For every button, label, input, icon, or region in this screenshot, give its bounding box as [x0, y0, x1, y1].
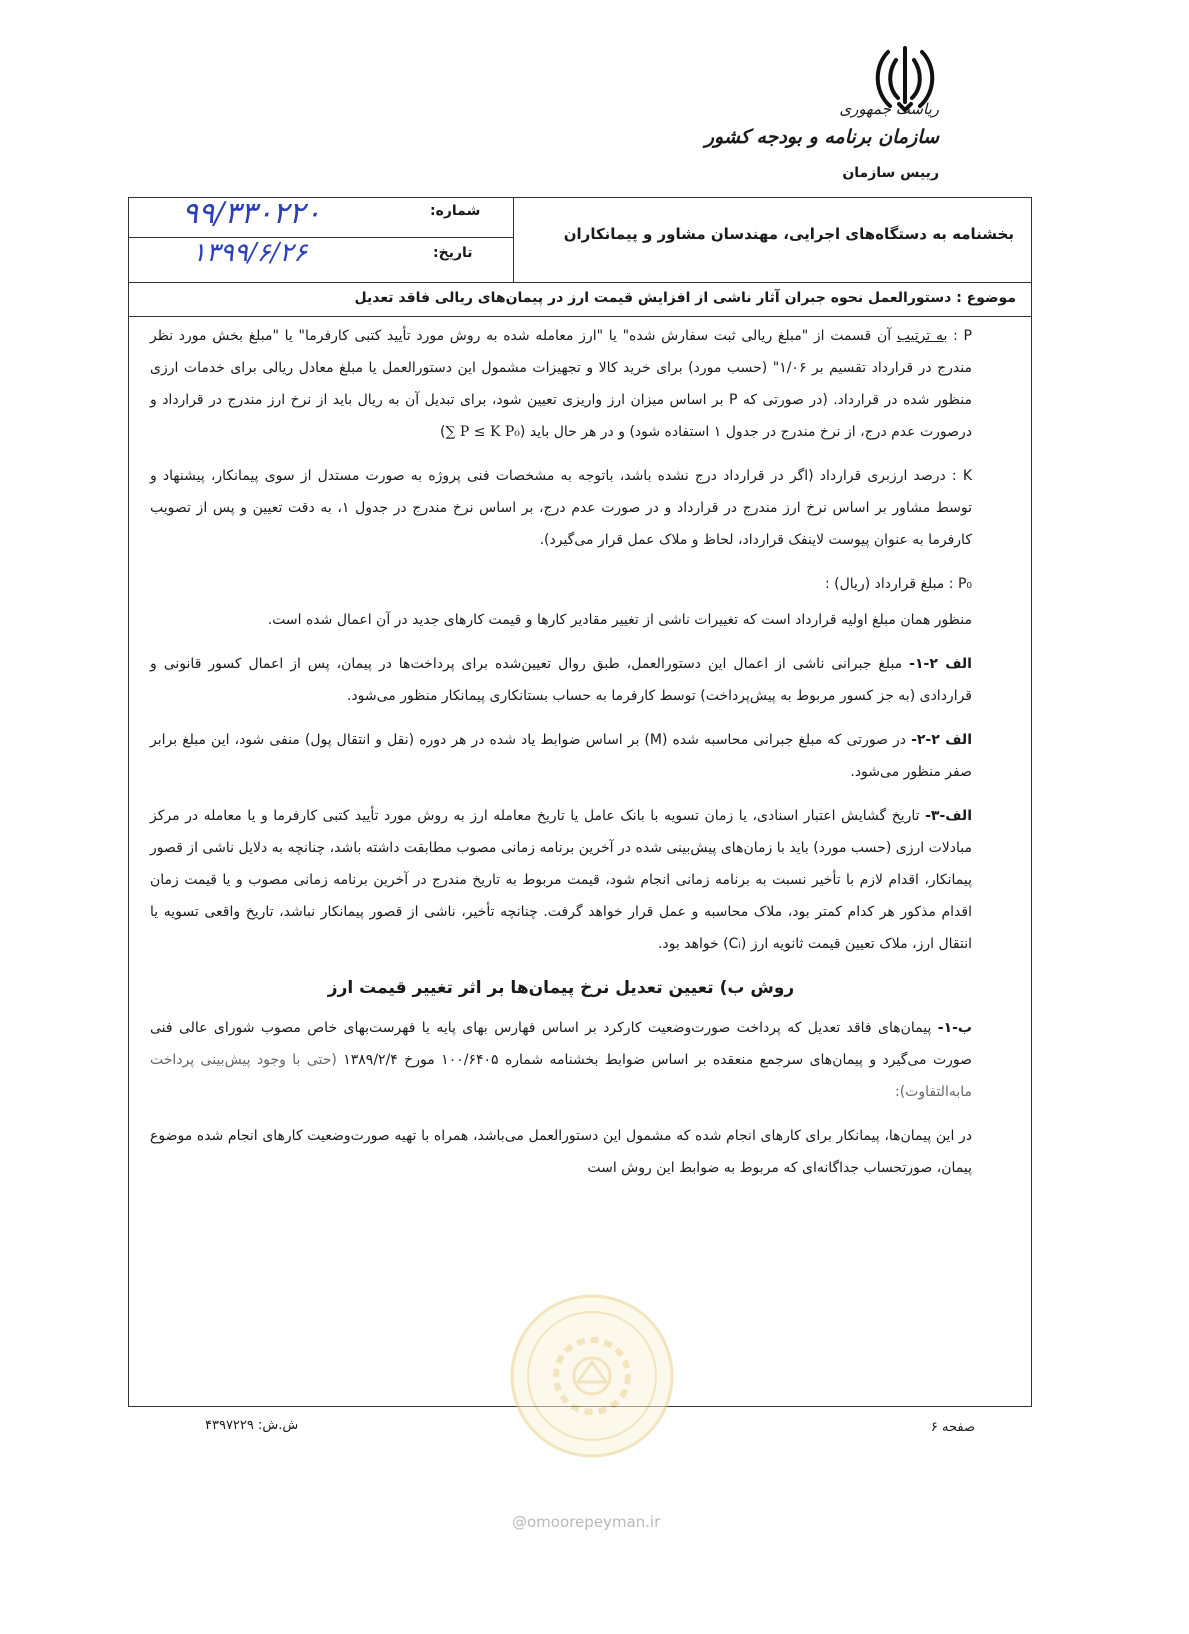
subject-line: موضوع : دستورالعمل نحوه جبران آثار ناشی از افزایش قیمت ارز در پیمان‌های ریالی فاقد تعدیل [354, 290, 1016, 306]
symbol-k: K [962, 468, 972, 484]
date-label: تاریخ: [433, 245, 473, 261]
number-label: شماره: [430, 203, 481, 219]
paragraph-p-definition: P : به ترتیب آن قسمت از "مبلغ ریالی ثبت سفارش شده" یا "ارز معامله شده به روش مورد تأیید کتبی کارفرما" یا "مبلغ بخش مورد نظر مندرج در قرارداد تقسیم بر ۱/۰۶" (حسب مورد) برای خرید کالا و تجهیزات مشمول این دستورالعمل یا مبلغ معادل ریالی برای خدمات ارزی منظور شده در قرارداد. (در صورتی که P بر اساس میزان ارز واریزی تعیین شود، برای تبدیل آن به ریال باید از نرخ ارز مندرج در قرارداد و درصورت عدم درج، از نرخ مندرج در جدول ۱ استفاده شود) و در هر حال باید (∑ P ≤ K P₀) [150, 328, 972, 440]
watermark-seal-icon [508, 1292, 676, 1460]
clause-label-a2-2: الف ۲-۲- [911, 732, 972, 748]
clause-label-a3: الف-۳- [925, 808, 972, 824]
paragraph-p0-description: منظور همان مبلغ اولیه قرارداد است که تغییرات ناشی از تغییر مقادیر کارها و قیمت کارهای جدید در آن اعمال شده است. [267, 612, 972, 628]
symbol-p0: P₀ [957, 576, 972, 592]
org-line-head: رییس سازمان [842, 165, 939, 181]
handwritten-number: ۹۹/۳۳۰۲۲۰ [182, 196, 322, 231]
paragraph-b1: ب-۱- پیمان‌های فاقد تعدیل که پرداخت صورت‌وضعیت کارکرد بر اساس فهارس بهای پایه یا فهرست‌بهای خاص مصوب شورای عالی فنی صورت می‌گیرد و پیمان‌های سرجمع منعقده بر اساس ضوابط بخشنامه شماره ۱۰۰/۶۴۰۵ مورخ ۱۳۸۹/۲/۴ (حتی با وجود پیش‌بینی پرداخت مابه‌التفاوت): [150, 1020, 973, 1100]
handwritten-date: ۱۳۹۹/۶/۲۶ [192, 238, 308, 268]
paragraph-a2-2: الف ۲-۲- در صورتی که مبلغ جبرانی محاسبه شده (M) بر اساس ضوابط یاد شده در هر دوره (نقل و انتقال پول) منفی شود، این مبلغ برابر صفر منظور می‌شود. [150, 732, 972, 780]
org-line-presidency: ریاست جمهوری [839, 100, 939, 118]
formula-sum-p: ∑ P ≤ K P₀ [445, 424, 520, 440]
symbol-p: P [963, 328, 972, 344]
paragraph-a3: الف-۳- تاریخ گشایش اعتبار اسنادی، یا زمان تسویه با بانک عامل یا تاریخ معامله ارز به روش مورد تأیید کتبی کارفرما و یا معامله در مرکز مبادلات ارزی (حسب مورد) باید با زمان‌های پیش‌بینی شده در آخرین برنامه زمانی مصوب مطابقت داشته باشد، چنانچه به دلایل ناشی از قصور پیمانکار، اقدام لازم با تأخیر نسبت به برنامه زمانی انجام شود، قیمت مربوط به تاریخ مندرج در آخرین برنامه زمانی مصوب و یا قیمت زمان اقدام مذکور هر کدام کمتر بود، ملاک محاسبه و عمل قرار خواهد گرفت. چنانچه تأخیر، ناشی از قصور پیمانکار نباشد، تاریخ واقعی تسویه یا انتقال ارز، ملاک تعیین قیمت ثانویه ارز (Cᵢ) خواهد بود. [150, 808, 972, 952]
underlined-text: به ترتیب [896, 328, 948, 344]
watermark-text: @omoorepeyman.ir [512, 1513, 661, 1531]
paragraph-k-definition: K : درصد ارزبری قرارداد (اگر در قرارداد درج نشده باشد، باتوجه به مشخصات فنی پروژه به صورت مستدل از سوی پیمانکار، پیشنهاد و توسط مشاور بر اساس نرخ ارز مندرج در قرارداد و در صورت عدم درج، بر اساس نرخ مندرج در جدول ۱، به دقت تعیین و پس از تصویب کارفرما به عنوان پیوست لاینفک قرارداد، لحاظ و ملاک عمل قرار می‌گیرد). [150, 468, 972, 548]
document-body [150, 320, 972, 1196]
circular-title: بخشنامه به دستگاه‌های اجرایی، مهندسان مشاور و پیمانکاران [563, 225, 1014, 243]
org-line-organization: سازمان برنامه و بودجه کشور [704, 126, 939, 148]
section-b-heading: روش ب) تعیین تعدیل نرخ پیمان‌ها بر اثر تغییر قیمت ارز [327, 978, 795, 998]
parenthetical-note: (حتی با وجود پیش‌بینی پرداخت مابه‌التفاوت): [150, 1052, 972, 1100]
paragraph-a2-1: الف ۲-۱- مبلغ جبرانی ناشی از اعمال این دستورالعمل، طبق روال تعیین‌شده برای پرداخت‌ها در پیمان، پس از اعمال کسور قانونی و قراردادی (به جز کسور مربوط به پیش‌پرداخت) توسط کارفرما به حساب بستانکاری پیمانکار منظور می‌شود. [150, 656, 972, 704]
paragraph-b1-continued: در این پیمان‌ها، پیمانکار برای کارهای انجام شده که مشمول این دستورالعمل می‌باشد، همراه با تهیه صورت‌وضعیت کارهای انجام شده موضوع پیمان، صورتحساب جداگانه‌ای که مربوط به ضوابط این روش است [150, 1128, 972, 1176]
clause-label-a2-1: الف ۲-۱- [909, 656, 972, 672]
header-mid-line [128, 237, 514, 238]
header-divider [513, 197, 514, 283]
paragraph-p0-definition: P₀ : مبلغ قرارداد (ریال) : [824, 576, 972, 592]
clause-label-b1: ب-۱- [937, 1020, 972, 1036]
page-number: صفحه ۶ [930, 1420, 975, 1435]
registration-number: ش.ش: ۴۳۹۷۲۲۹ [205, 1418, 299, 1433]
